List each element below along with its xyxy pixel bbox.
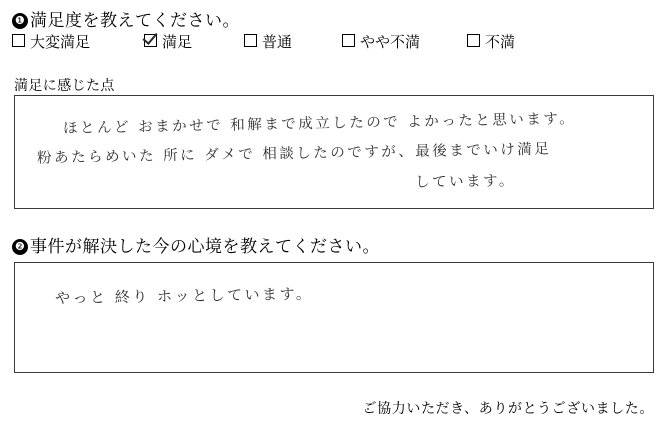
option-label: 満足	[162, 34, 193, 51]
handwritten-line: やっと 終り ホッとしています。	[54, 284, 314, 308]
question-1-title	[12, 6, 240, 31]
option-futsuu[interactable]	[244, 33, 292, 53]
checkbox-fuman[interactable]	[467, 34, 480, 47]
option-yaya-fuman[interactable]	[342, 33, 420, 53]
handwritten-line: しています。	[414, 173, 516, 191]
handwritten-line: 粉あたらめいた 所に ダメで 相談したのですが、最後までいけ満足	[36, 141, 552, 167]
checkbox-daihen-manzoku[interactable]	[12, 34, 25, 47]
option-fuman[interactable]	[467, 33, 515, 53]
footer-thanks: ご協力いただき、ありがとうございました。	[362, 400, 654, 416]
question-2-number: ❷	[12, 239, 28, 255]
checkbox-futsuu[interactable]	[244, 34, 257, 47]
option-label: 不満	[485, 34, 516, 51]
question-1-answer-box[interactable]	[14, 95, 654, 209]
option-manzoku[interactable]	[144, 33, 192, 53]
option-label: 大変満足	[30, 34, 91, 51]
satisfaction-options	[12, 33, 656, 57]
option-label: やや不満	[360, 34, 421, 51]
question-2-text: 事件が解決した今の心境を教えてください。	[30, 237, 380, 256]
question-1-number: ❶	[12, 13, 28, 29]
handwritten-line: ほとんど おまかせで 和解まで成立したので よかったと思います。	[62, 111, 577, 137]
option-daihen-manzoku[interactable]	[12, 33, 90, 53]
question-1-sub-label: 満足に感じた点	[14, 77, 115, 93]
checkbox-yaya-fuman[interactable]	[342, 34, 355, 47]
option-label: 普通	[262, 34, 293, 51]
question-2-title	[12, 232, 380, 257]
checkbox-manzoku[interactable]	[144, 34, 157, 47]
question-1-text: 満足度を教えてください。	[30, 11, 240, 30]
question-2-answer-box[interactable]	[14, 262, 654, 373]
